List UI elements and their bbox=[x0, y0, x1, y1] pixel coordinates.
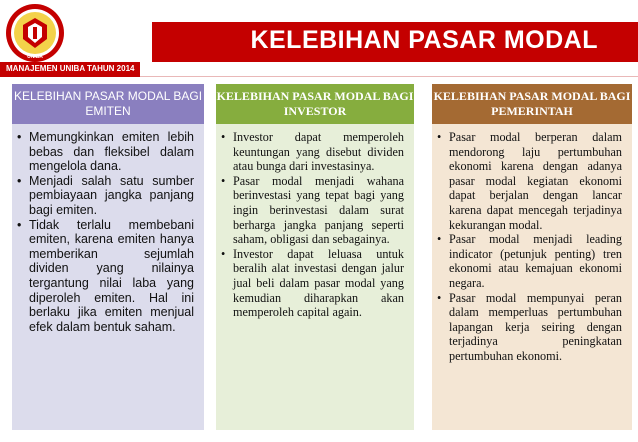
list-item: • Pasar modal menjadi wahana berinvestasi yang tepat bagi yang ingin berinvestasi dalam surat berharga jangka panjang seperti saham, obligasi dan sebagainya. bbox=[220, 174, 404, 247]
university-logo bbox=[4, 2, 66, 64]
list-item: • Pasar modal menjadi leading indicator (petunjuk penting) tren ekonomi atau kemajuan ekonomi negara. bbox=[436, 232, 622, 290]
column-body-pemerintah bbox=[432, 124, 632, 430]
column-heading-investor: KELEBIHAN PASAR MODAL BAGI INVESTOR bbox=[216, 84, 414, 124]
title-bar bbox=[152, 22, 638, 62]
list-item: • Menjadi salah satu sumber pembiayaan jangka panjang bagi emiten. bbox=[16, 174, 194, 218]
list-item: • Pasar modal berperan dalam mendorong laju pertumbuhan ekonomi karena dengan adanya pasar modal kegiatan ekonomi dapat berjalan dengan lancar karena dapat mencegah terjadinya kekurangan modal. bbox=[436, 130, 622, 232]
column-heading-pemerintah: KELEBIHAN PASAR MODAL BAGI PEMERINTAH bbox=[432, 84, 632, 124]
list-item: • Tidak terlalu membebani emiten, karena emiten hanya memberikan sejumlah dividen yang nilainya tergantung nilai laba yang diperoleh emiten. Hal ini berlaku jika emiten menjual efek dalam bentuk saham. bbox=[16, 218, 194, 335]
column-heading-emiten: KELEBIHAN PASAR MODAL BAGI EMITEN bbox=[12, 84, 204, 124]
list-item: • Investor dapat leluasa untuk beralih alat investasi dengan jalur jual beli dalam pasar modal yang kemudian diharapkan akan memperoleh capital again. bbox=[220, 247, 404, 320]
list-item: • Memungkinkan emiten lebih bebas dan fleksibel dalam mengelola dana. bbox=[16, 130, 194, 174]
svg-text:UNIBA: UNIBA bbox=[27, 54, 43, 60]
page-title: KELEBIHAN PASAR MODAL bbox=[250, 26, 598, 54]
list-item: • Pasar modal mempunyai peran dalam memperluas pertumbuhan lapangan kerja seiring dengan terjadinya peningkatan pertumbuhan ekonomi. bbox=[436, 291, 622, 364]
list-item: • Investor dapat memperoleh keuntungan yang disebut dividen atau bunga dari investasinya. bbox=[220, 130, 404, 174]
header-divider bbox=[140, 76, 638, 77]
benefit-list-pemerintah bbox=[436, 130, 622, 364]
column-body-emiten bbox=[12, 124, 204, 430]
column-investor bbox=[216, 84, 414, 430]
column-body-investor bbox=[216, 124, 414, 430]
subtitle-bar bbox=[0, 62, 140, 77]
benefit-list-investor bbox=[220, 130, 404, 320]
column-pemerintah bbox=[432, 84, 632, 430]
page-subtitle: MANAJEMEN UNIBA TAHUN 2014 bbox=[6, 64, 135, 73]
column-emiten bbox=[12, 84, 204, 430]
benefit-list-emiten bbox=[16, 130, 194, 334]
